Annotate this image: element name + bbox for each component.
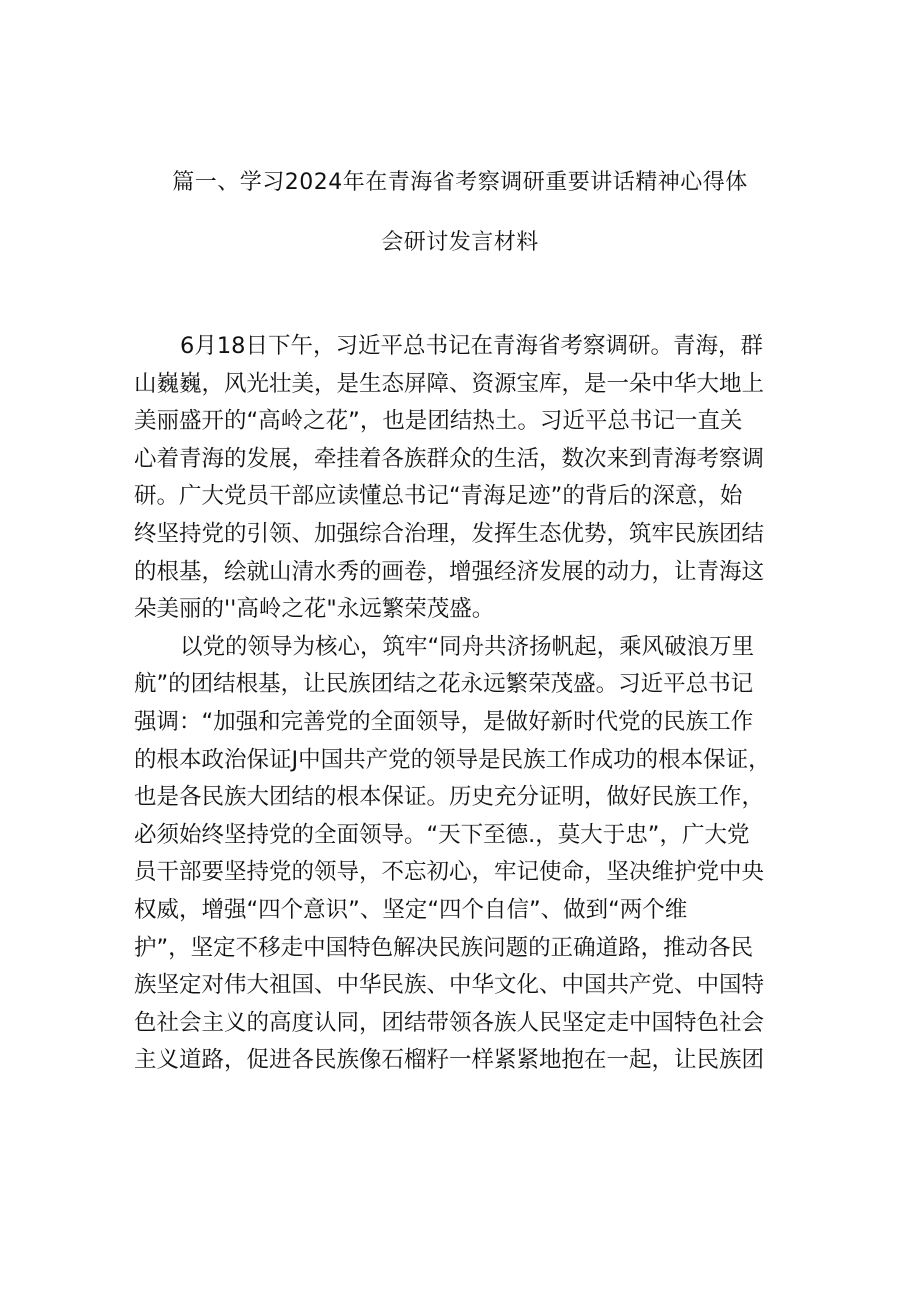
- document-title-line-2: 会研讨发言材料: [381, 230, 539, 255]
- paragraph-2-line-11: 色社会主义的高度认同，团结带领各族人民坚定走中国特色社会: [134, 1009, 765, 1036]
- paragraph-2-line-9: 护”，坚定不移走中国特色解决民族问题的正确道路，推动各民: [134, 934, 754, 961]
- paragraph-2-line-4: 的根本政治保证J中国共产党的领导是民族工作成功的根本保证，: [134, 746, 771, 773]
- document-body: [134, 328, 794, 1080]
- paragraph-2: [134, 629, 794, 1080]
- paragraph-1-line-7: 的根基，绘就山清水秀的画卷，增强经济发展的动力，让青海这: [134, 558, 765, 585]
- paragraph-2-line-12: 主义道路，促进各民族像石榴籽一样紧紧地抱在一起，让民族团: [134, 1047, 765, 1074]
- paragraph-1-line-1: 6月18日下午，习近平总书记在青海省考察调研。青海，群: [180, 333, 763, 359]
- paragraph-1-line-8: 朵美丽的''高岭之花"永远繁荣茂盛。: [134, 596, 495, 623]
- paragraph-2-line-3: 强调：“加强和完善党的全面领导，是做好新时代党的民族工作: [134, 708, 754, 735]
- paragraph-2-line-2: 航”的团结根基，让民族团结之花永远繁荣茂盛。习近平总书记: [134, 671, 754, 698]
- paragraph-1-line-3: 美丽盛开的“高岭之花”，也是团结热土。习近平总书记一直关: [134, 408, 743, 435]
- paragraph-2-line-8: 权威，增强“四个意识”、坚定“四个自信”、做到“两个维: [134, 896, 688, 923]
- paragraph-2-line-5: 也是各民族大团结的根本保证。历史充分证明，做好民族工作，: [134, 784, 765, 811]
- document-title-line-1: 篇一、学习2024年在青海省考察调研重要讲话精神心得体: [172, 170, 748, 195]
- paragraph-2-line-7: 员干部要坚持党的领导，不忘初心，牢记使命，坚决维护党中央: [134, 859, 765, 886]
- paragraph-2-line-6: 必须始终坚持党的全面领导。“天下至德.，莫大于忠”，广大党: [134, 821, 750, 848]
- paragraph-1-line-2: 山巍巍，风光壮美，是生态屏障、资源宝库，是一朵中华大地上: [134, 370, 765, 397]
- paragraph-2-line-10: 族坚定对伟大祖国、中华民族、中华文化、中国共产党、中国特: [134, 972, 765, 999]
- paragraph-1-line-4: 心着青海的发展，牵挂着各族群众的生活，数次来到青海考察调: [134, 445, 765, 472]
- paragraph-1-line-6: 终坚持党的引领、加强综合治理，发挥生态优势，筑牢民族团结: [134, 520, 765, 547]
- paragraph-1: [134, 328, 794, 629]
- paragraph-2-line-1: 以党的领导为核心，筑牢“同舟共济扬帆起，乘风破浪万里: [180, 633, 755, 660]
- paragraph-1-line-5: 研。广大党员干部应读懂总书记“青海足迹”的背后的深意，始: [134, 483, 743, 510]
